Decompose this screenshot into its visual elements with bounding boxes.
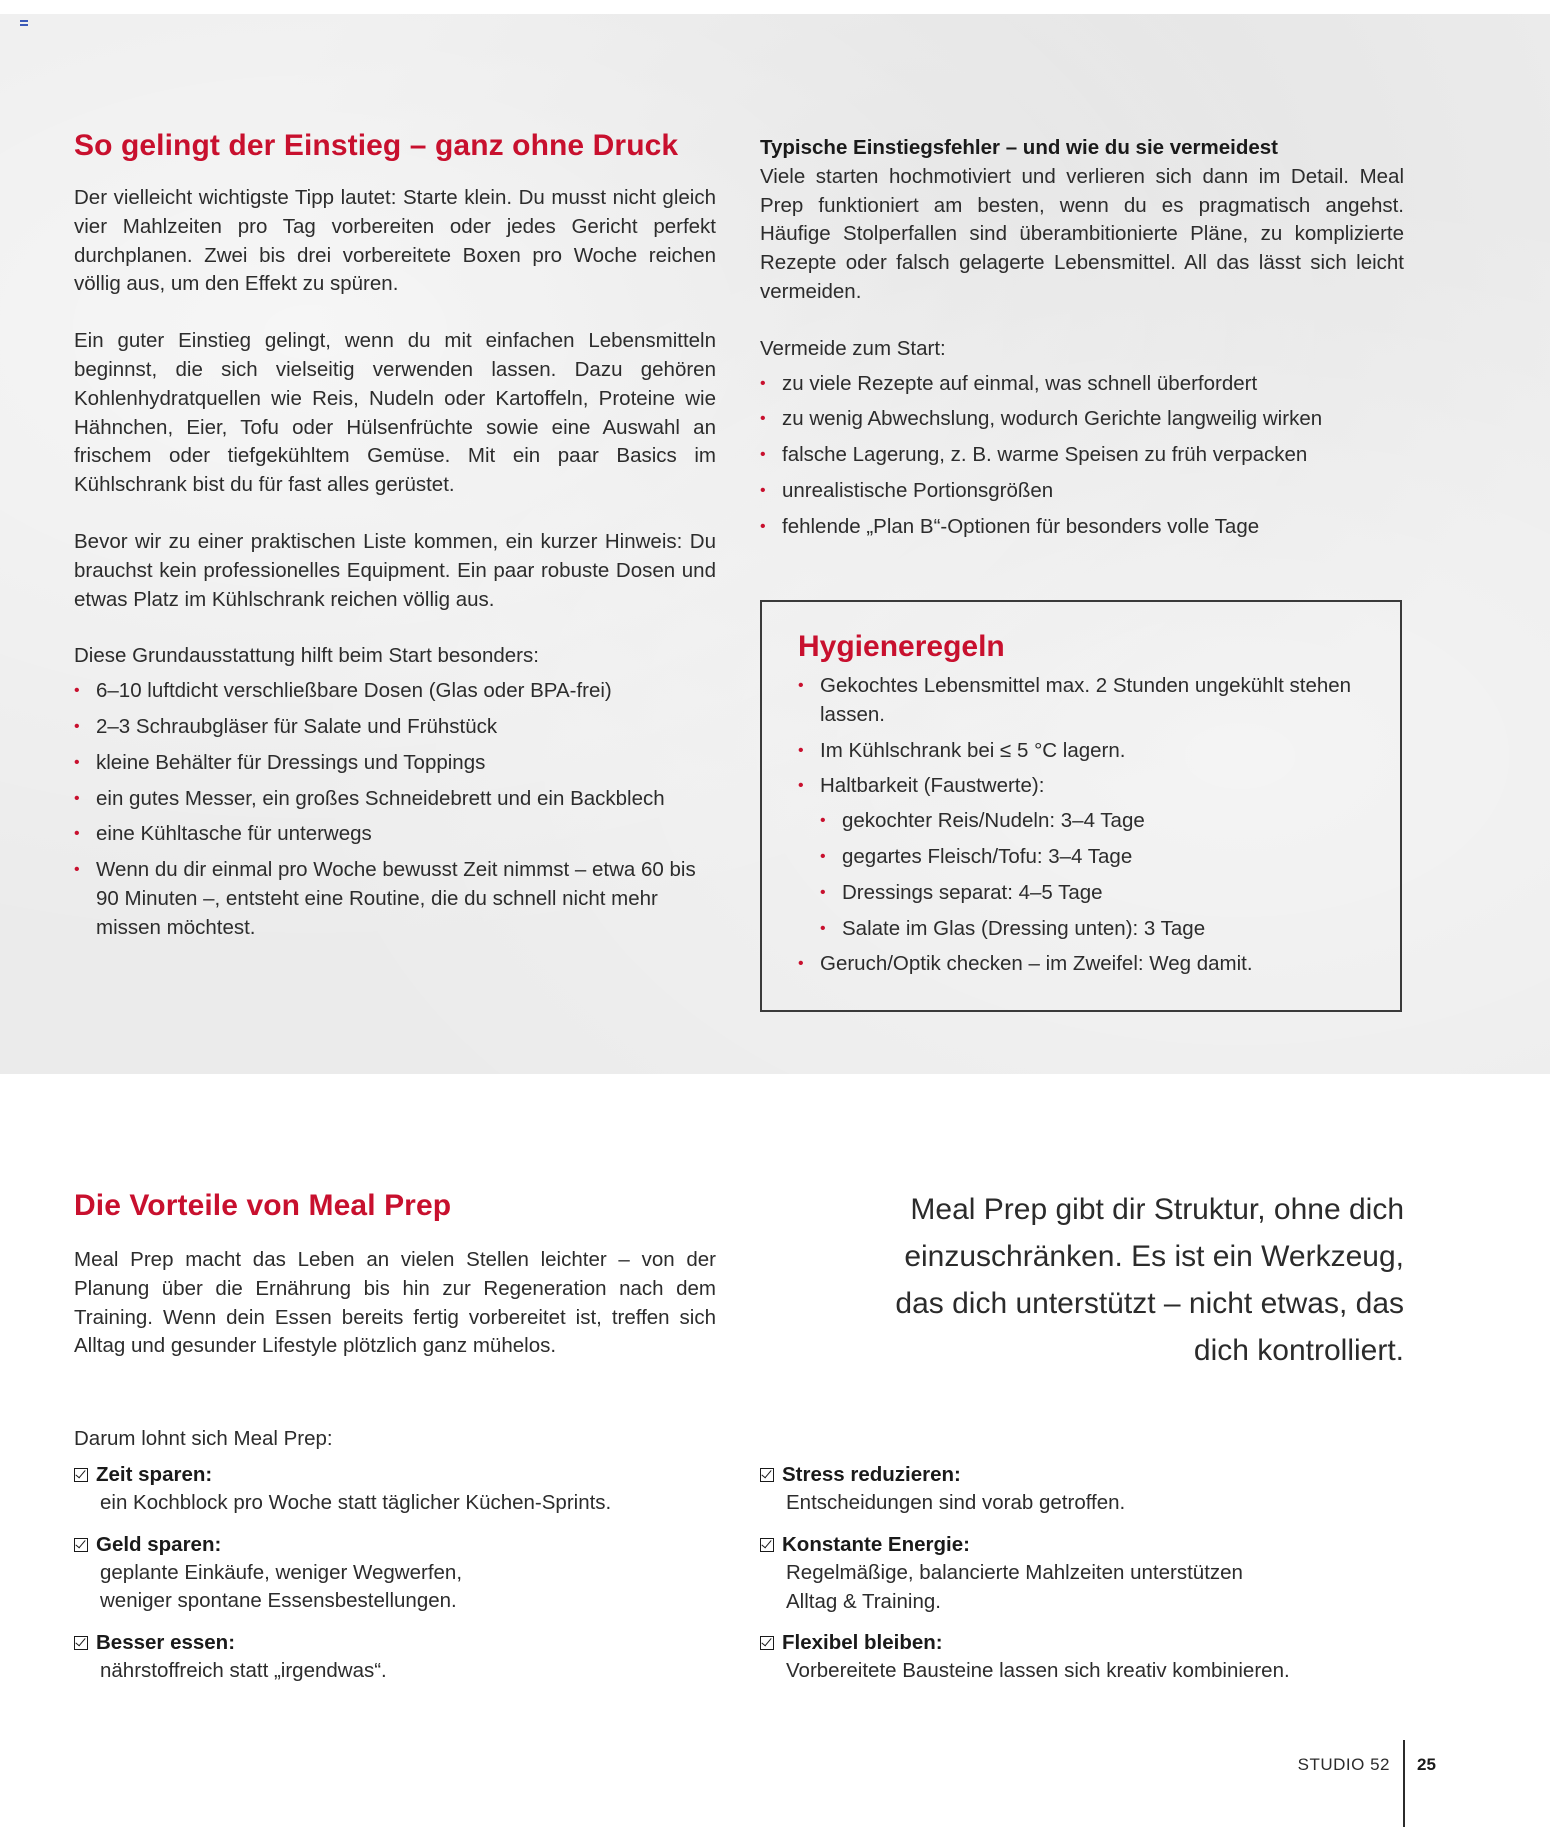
footer-divider (1403, 1740, 1405, 1827)
benefits-list-intro: Darum lohnt sich Meal Prep: (74, 1427, 333, 1450)
mistakes-list-intro: Vermeide zum Start: (760, 336, 946, 360)
list-item: • Gekochtes Lebensmittel max. 2 Stunden ungekühlt stehen lassen. (798, 672, 1358, 730)
benefits-title: Die Vorteile von Meal Prep (74, 1189, 452, 1222)
intro-paragraph-2: Ein guter Einstieg gelingt, wenn du mit einfachen Lebensmitteln beginnst, die sich vielseitig verwenden lassen. Dazu gehören Kohlenhydratquellen wie Reis, Nudeln oder Kartoffeln, Proteine wie Hähnchen, Eier, Tofu oder Hülsenfrüchte sowie eine Auswahl an frischem oder tiefgekühltem Gemüse. Mit ein paar Basics im Kühlschrank bist du für fast alles gerüstet. (74, 329, 716, 497)
benefit-item (760, 1460, 1404, 1518)
benefits-list-right (760, 1460, 1404, 1698)
benefits-section (74, 1188, 716, 1361)
equipment-list (74, 677, 716, 942)
list-item (798, 772, 1358, 943)
intro-paragraph-1: Der vielleicht wichtigste Tipp lautet: Starte klein. Du musst nicht gleich vier Mahlzeiten pro Tag vorbereiten oder jedes Gericht perfekt durchplanen. Zwei bis drei vorbereitete Boxen pro Woche reichen völlig aus, um den Effekt zu spüren. (74, 186, 716, 296)
benefit-title: Zeit sparen: (96, 1462, 213, 1486)
list-item: • falsche Lagerung, z. B. warme Speisen zu früh verpacken (760, 441, 1404, 470)
checkbox-icon (760, 1636, 774, 1650)
list-item: • Geruch/Optik checken – im Zweifel: Weg damit. (798, 950, 1358, 979)
list-item-label: Haltbarkeit (Faustwerte): (820, 774, 1045, 798)
list-item: • eine Kühltasche für unterwegs (74, 820, 716, 849)
checkbox-icon (760, 1538, 774, 1552)
mistakes-paragraph: Viele starten hochmotiviert und verlieren sich dann im Detail. Meal Prep funktioniert am besten, wenn du es pragmatisch angehst. Häufige Stolperfallen sind überambitionierte Pläne, zu komplizierte Rezepte oder falsch gelagerte Lebensmittel. All das lässt sich leicht vermeiden. (760, 164, 1404, 303)
list-item: • 6–10 luftdicht verschließbare Dosen (Glas oder BPA-frei) (74, 677, 716, 706)
mistakes-title: Typische Einstiegsfehler – und wie du sie vermeidest (760, 136, 1278, 159)
list-item: • Wenn du dir einmal pro Woche bewusst Zeit nimmst – etwa 60 bis 90 Minuten –, entsteht eine Routine, die du schnell nicht mehr missen möchtest. (74, 856, 716, 942)
list-item: • Dressings separat: 4–5 Tage (820, 879, 1358, 908)
benefits-paragraph: Meal Prep macht das Leben an vielen Stellen leichter – von der Planung über die Ernährung bis hin zur Regeneration nach dem Training. Wenn dein Essen bereits fertig vorbereitet ist, treffen sich Alltag und gesunder Lifestyle plötzlich ganz mühelos. (74, 1248, 716, 1358)
benefit-description: Regelmäßige, balancierte Mahlzeiten unterstützen Alltag & Training. (786, 1560, 1243, 1613)
benefit-item (74, 1460, 716, 1518)
mistakes-section (760, 134, 1404, 549)
list-item: • kleine Behälter für Dressings und Toppings (74, 749, 716, 778)
list-item: • zu viele Rezepte auf einmal, was schnell überfordert (760, 370, 1404, 399)
hygiene-title: Hygieneregeln (798, 630, 1005, 663)
benefit-item (74, 1530, 716, 1617)
list-item: • gegartes Fleisch/Tofu: 3–4 Tage (820, 843, 1358, 872)
hygiene-list (798, 672, 1358, 979)
list-item: • fehlende „Plan B“-Optionen für besonders volle Tage (760, 513, 1404, 542)
list-item: • zu wenig Abwechslung, wodurch Gerichte langweilig wirken (760, 405, 1404, 434)
list-item: • ein gutes Messer, ein großes Schneidebrett und ein Backblech (74, 785, 716, 814)
benefit-title: Stress reduzieren: (782, 1463, 961, 1486)
benefit-item (760, 1628, 1404, 1686)
benefits-list-left (74, 1425, 716, 1698)
checkbox-icon (74, 1538, 88, 1552)
benefit-title: Geld sparen: (96, 1532, 222, 1556)
benefit-item (74, 1628, 716, 1686)
hygiene-box (760, 600, 1402, 1012)
checkbox-icon (74, 1636, 88, 1650)
page-number: 25 (1417, 1755, 1436, 1774)
checkbox-icon (74, 1468, 88, 1482)
list-item: • gekochter Reis/Nudeln: 3–4 Tage (820, 807, 1358, 836)
list-item: • Salate im Glas (Dressing unten): 3 Tage (820, 915, 1358, 944)
benefit-description: Entscheidungen sind vorab getroffen. (786, 1491, 1126, 1514)
benefit-title: Konstante Energie: (782, 1532, 970, 1556)
intro-paragraph-3: Bevor wir zu einer praktischen Liste kommen, ein kurzer Hinweis: Du brauchst kein professionelles Equipment. Ein paar robuste Dosen und etwas Platz im Kühlschrank reichen völlig aus. (74, 529, 716, 611)
intro-title: So gelingt der Einstieg – ganz ohne Druck (74, 129, 679, 162)
list-item: • 2–3 Schraubgläser für Salate und Frühstück (74, 713, 716, 742)
benefit-description: ein Kochblock pro Woche statt täglicher Küchen-Sprints. (100, 1490, 612, 1514)
menu-icon (20, 20, 28, 26)
benefit-title: Flexibel bleiben: (782, 1631, 943, 1655)
list-item: • Im Kühlschrank bei ≤ 5 °C lagern. (798, 737, 1358, 766)
benefit-title: Besser essen: (96, 1631, 236, 1655)
mistakes-list (760, 370, 1404, 542)
shelf-life-list (820, 807, 1358, 943)
intro-section (74, 128, 716, 950)
benefit-item (760, 1530, 1404, 1617)
equipment-list-intro: Diese Grundausstattung hilft beim Start besonders: (74, 644, 539, 668)
benefit-description: geplante Einkäufe, weniger Wegwerfen, weniger spontane Essensbestellungen. (100, 1560, 463, 1613)
benefit-description: nährstoffreich statt „irgendwas“. (100, 1659, 387, 1683)
pull-quote: Meal Prep gibt dir Struktur, ohne dich einzuschränken. Es ist ein Werkzeug, das dich unterstützt – nicht etwas, das dich kontrolliert. (895, 1193, 1404, 1367)
benefit-description: Vorbereitete Bausteine lassen sich kreativ kombinieren. (786, 1659, 1290, 1683)
list-item: • unrealistische Portionsgrößen (760, 477, 1404, 506)
checkbox-icon (760, 1468, 774, 1482)
footer-brand: STUDIO 52 (1297, 1755, 1390, 1774)
